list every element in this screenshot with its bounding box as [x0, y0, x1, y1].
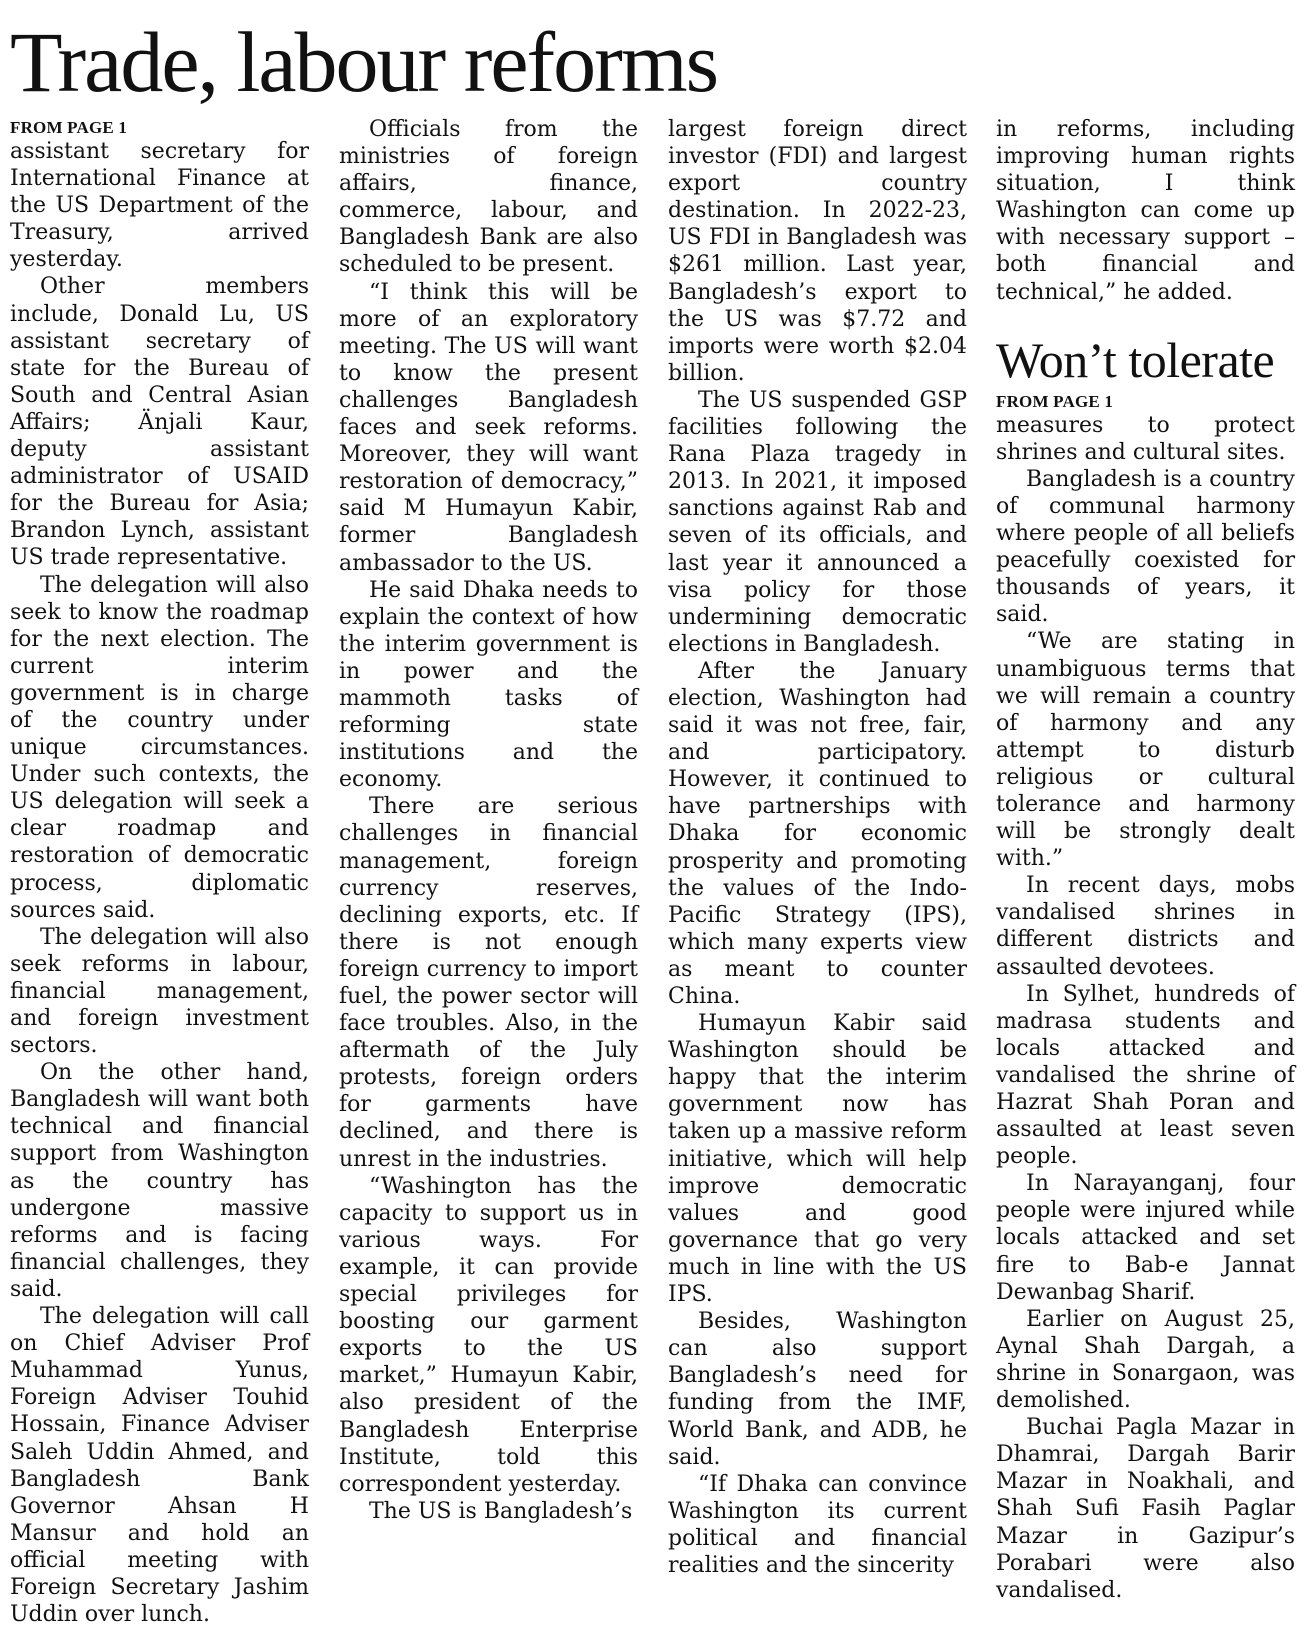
article-paragraph: Humayun Kabir said Washington should be happy that the interim government now has taken up a massive reform initiative, which will help improve democratic values and good governance that go very much in line with the US IPS. [668, 1011, 967, 1308]
article-paragraph: In Sylhet, hundreds of madrasa students and locals attacked and vandalised the shrine of Hazrat Shah Poran and assaulted at least seven people. [996, 981, 1295, 1170]
article-paragraph: Buchai Pagla Mazar in Dhamrai, Dargah Barir Mazar in Noakhali, and Shah Sufi Fasih Paglar Mazar in Gazipur’s Porabari were also vandalised. [996, 1415, 1295, 1603]
article-paragraph: measures to protect shrines and cultural sites. [996, 412, 1295, 465]
article-paragraph: Bangladesh is a country of communal harmony where people of all beliefs peacefully coexisted for thousands of years, it said. [996, 466, 1295, 628]
headline-trade-labour-reforms: Trade, labour reforms [10, 14, 718, 110]
from-page-kicker: FROM PAGE 1 [996, 391, 1114, 411]
article-paragraph: The delegation will also seek to know the roadmap for the next election. The current interim government is in charge of the country under unique circumstances. Under such contexts, the US delegation will seek a clear roadmap and restoration of democratic process, diplomatic sources said. [10, 572, 309, 923]
article-paragraph: The delegation will call on Chief Adviser Prof Muhammad Yunus, Foreign Adviser Touhid Hossain, Finance Adviser Saleh Uddin Ahmed, and Bangladesh Bank Governor Ahsan H Mansur and hold an official meeting with Foreign Secretary Jashim Uddin over lunch. [10, 1304, 309, 1628]
article-paragraph: largest foreign direct investor (FDI) and largest export country destination. In 2022-23, US FDI in Bangladesh was $261 million. Last year, Bangladesh’s export to the US was $7.72 and imports were worth $2.04 billion. [668, 117, 967, 386]
article-paragraph: Besides, Washington can also support Bangladesh’s need for funding from the IMF, World Bank, and ADB, he said. [668, 1309, 967, 1470]
article-paragraph: Other members include, Donald Lu, US assistant secretary of state for the Bureau of South and Central Asian Affairs; Änjali Kaur, deputy assistant administrator of USAID for the Bureau for Asia; Brandon Lynch, assistant US trade representative. [10, 274, 309, 571]
article-paragraph: After the January election, Washington had said it was not free, fair, and participatory. However, it continued to have partnerships with Dhaka for economic prosperity and promoting the values of the Indo-Pacific Strategy (IPS), which many experts view as meant to counter China. [668, 658, 967, 1009]
from-page-kicker: FROM PAGE 1 [10, 118, 128, 137]
column-3 [668, 116, 967, 1579]
article-paragraph: In recent days, mobs vandalised shrines in different districts and assaulted devotees. [996, 873, 1295, 980]
article-paragraph: The US is Bangladesh’s [369, 1498, 633, 1524]
article-paragraph: assistant secretary for International Finance at the US Department of the Treasury, arrived yesterday. [10, 139, 309, 273]
article-paragraph: Earlier on August 25, Aynal Shah Dargah, a shrine in Sonargaon, was demolished. [996, 1306, 1295, 1414]
article-paragraph: “I think this will be more of an exploratory meeting. The US will want to know the present challenges Bangladesh faces and seek reforms. Moreover, they will want restoration of democracy,” said M Humayun Kabir, former Bangladesh ambassador to the US. [339, 279, 638, 576]
column-4 [996, 116, 1295, 1604]
article-paragraph: There are serious challenges in financial management, foreign currency reserves, declining exports, etc. If there is not enough foreign currency to import fuel, the power sector will face troubles. Also, in the aftermath of the July protests, foreign orders for garments have declined, and there is unrest in the industries. [339, 794, 638, 1172]
article-paragraph: The US suspended GSP facilities following the Rana Plaza tragedy in 2013. In 2021, it imposed sanctions against Rab and seven of its officials, and last year it announced a visa policy for those undermining democratic elections in Bangladesh. [668, 387, 967, 657]
article-paragraph: “If Dhaka can convince Washington its current political and financial realities and the sincerity [668, 1471, 967, 1578]
column-1 [10, 116, 309, 1628]
article-paragraph: The delegation will also seek reforms in labour, financial management, and foreign investment sectors. [10, 924, 309, 1059]
article-paragraph: Officials from the ministries of foreign affairs, finance, commerce, labour, and Bangladesh Bank are also scheduled to be present. [339, 117, 638, 278]
column-2 [339, 116, 638, 1525]
article-paragraph: “We are stating in unambiguous terms that we will remain a country of harmony and any attempt to disturb religious or cultural tolerance and harmony will be strongly dealt with.” [996, 629, 1295, 872]
article-paragraph: On the other hand, Bangladesh will want both technical and financial support from Washington as the country has undergone massive reforms and is facing financial challenges, they said. [10, 1060, 309, 1302]
article-paragraph: He said Dhaka needs to explain the context of how the interim government is in power and the mammoth tasks of reforming state institutions and the economy. [339, 577, 638, 793]
article-paragraph: “Washington has the capacity to support us in various ways. For example, it can provide special privileges for boosting our garment exports to the US market,” Humayun Kabir, also president of the Bangladesh Enterprise Institute, told this correspondent yesterday. [339, 1173, 638, 1497]
article-paragraph: in reforms, including improving human rights situation, I think Washington can come up with necessary support – both financial and technical,” he added. [996, 117, 1295, 305]
article-paragraph: In Narayanganj, four people were injured while locals attacked and set fire to Bab-e Jannat Dewanbag Sharif. [996, 1171, 1295, 1305]
headline-wont-tolerate: Won’t tolerate [996, 331, 1275, 388]
